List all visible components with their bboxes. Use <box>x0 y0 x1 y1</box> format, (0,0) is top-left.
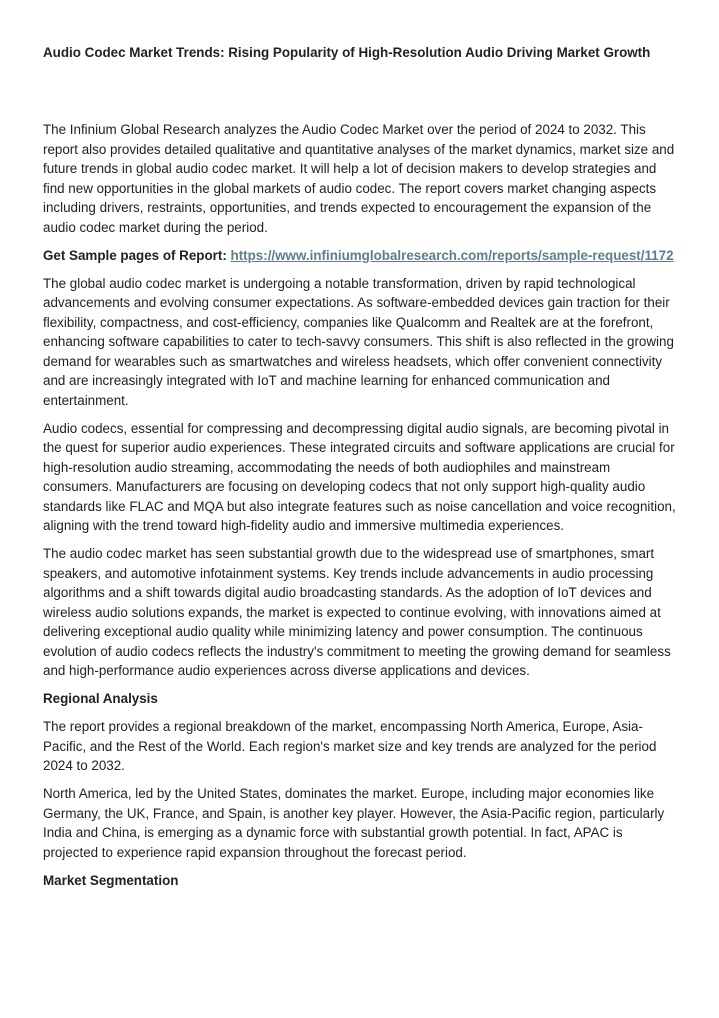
sample-request-link[interactable]: https://www.infiniumglobalresearch.com/reports/sample-request/1172 <box>230 247 674 263</box>
sample-label: Get Sample pages of Report: <box>43 247 231 263</box>
market-segmentation-heading: Market Segmentation <box>43 872 179 888</box>
sample-request-line <box>43 246 681 266</box>
regional-analysis-heading: Regional Analysis <box>43 691 158 706</box>
global-market-paragraph: The global audio codec market is undergoing a notable transformation, driven by rapid technological advancements and evolving consumer expectations. As software-embedded devices gain traction for their flexibility, compactness, and cost-efficiency, companies like Qualcomm and Realtek are at the forefront, enhancing software capabilities to cater to tech-savvy consumers. This shift is also reflected in the growing demand for wearables such as smartwatches and wireless headsets, which offer convenient connectivity and are increasingly integrated with IoT and machine learning for enhanced communication and entertainment. <box>43 275 674 408</box>
document-title: Audio Codec Market Trends: Rising Popularity of High-Resolution Audio Driving Market Growth <box>43 45 651 60</box>
market-growth-paragraph: The audio codec market has seen substantial growth due to the widespread use of smartphones, smart speakers, and automotive infotainment systems. Key trends include advancements in audio processing algorithms and a shift towards digital audio broadcasting standards. As the adoption of IoT devices and wireless audio solutions expands, the market is expected to continue evolving, with innovations aimed at delivering exceptional audio quality while minimizing latency and power consumption. The continuous evolution of audio codecs reflects the industry's commitment to meeting the growing demand for seamless and high-performance audio experiences across diverse applications and devices. <box>43 546 671 678</box>
regional-paragraph: The report provides a regional breakdown of the market, encompassing North America, Europe, Asia-Pacific, and the Rest of the World. Each region's market size and key trends are analyzed for the period 2024 to 2032. <box>43 719 657 773</box>
north-america-paragraph: North America, led by the United States, dominates the market. Europe, including major economies like Germany, the UK, France, and Spain, is another key player. However, the Asia-Pacific region, particularly India and China, is emerging as a dynamic force with substantial growth potential. In fact, APAC is projected to experience rapid expansion throughout the forecast period. <box>43 786 665 860</box>
document-body <box>43 120 681 899</box>
audio-codecs-paragraph: Audio codecs, essential for compressing and decompressing digital audio signals, are becoming pivotal in the quest for superior audio experiences. These integrated circuits and software applications are crucial for high-resolution audio streaming, accommodating the needs of both audiophiles and mainstream consumers. Manufacturers are focusing on developing codecs that not only support high-quality audio standards like FLAC and MQA but also integrate features such as noise cancellation and voice recognition, aligning with the trend toward high-fidelity audio and immersive multimedia experiences. <box>43 420 676 533</box>
intro-paragraph: The Infinium Global Research analyzes the Audio Codec Market over the period of 2024 to 2032. This report also provides detailed qualitative and quantitative analyses of the market dynamics, market size and future trends in global audio codec market. It will help a lot of decision makers to develop strategies and find new opportunities in the global markets of audio codec. The report covers market changing aspects including drivers, restraints, opportunities, and trends expected to encouragement the expansion of the audio codec market during the period. <box>43 122 675 235</box>
